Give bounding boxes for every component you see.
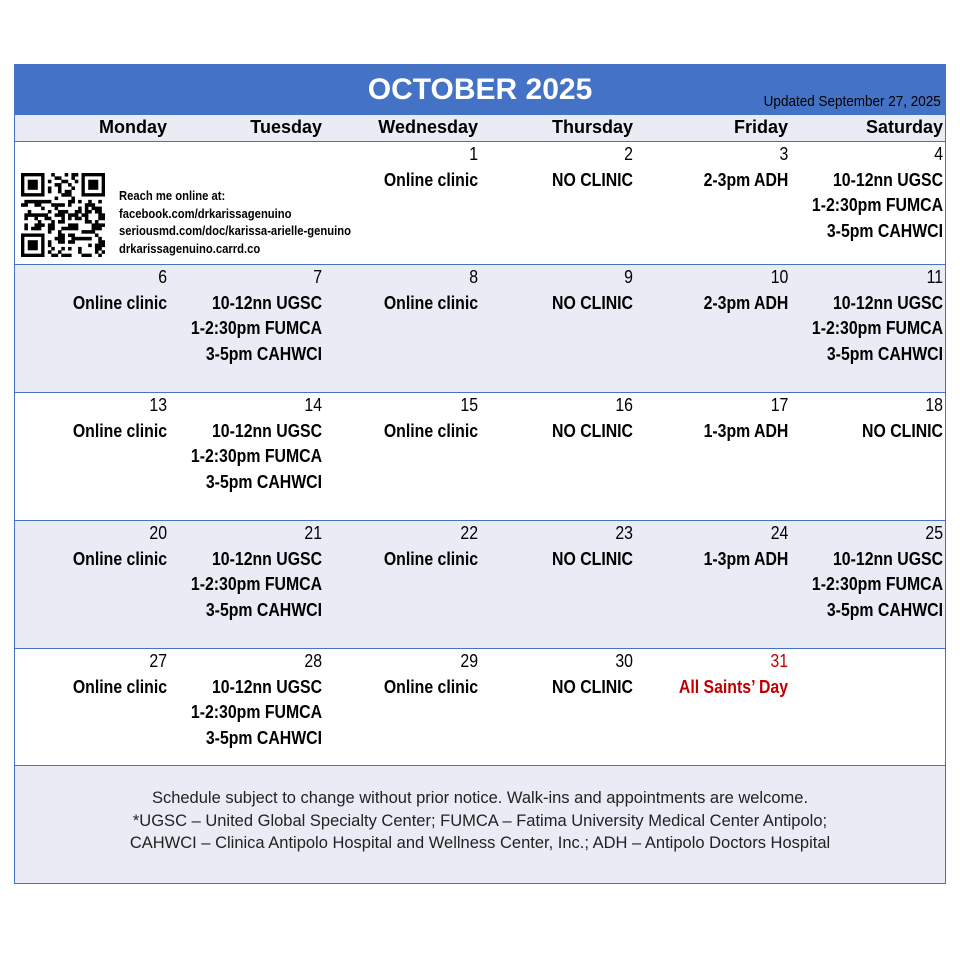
title-bar [15,65,945,115]
day-number: 8 [469,267,478,287]
clinic-schedule: 1-3pm ADH [703,548,788,569]
week-row [15,393,945,521]
week-row [15,142,945,265]
contact-link[interactable]: facebook.com/drkarissagenuino [119,206,292,221]
contact-link[interactable]: seriousmd.com/doc/karissa-arielle-genuino [119,224,351,238]
clinic-schedule: 1-2:30pm FUMCA [811,318,943,338]
day-number: 31 [770,651,788,671]
day-number: 17 [770,395,788,415]
day-number: 30 [615,651,633,671]
day-cell [552,142,633,193]
day-number: 25 [925,523,943,543]
week-row [15,265,945,393]
footer-notes [15,766,945,883]
day-cell [552,393,633,444]
day-cell [73,649,167,700]
day-number: 28 [304,651,322,671]
clinic-schedule: 10-12nn UGSC [211,292,322,313]
day-cell [73,393,167,444]
clinic-schedule: Online clinic [383,676,478,697]
clinic-schedule: Online clinic [72,676,167,697]
day-number: 3 [779,144,788,164]
day-cell [812,142,943,244]
clinic-schedule: 3-5pm CAHWCI [826,343,943,364]
clinic-schedule: 1-2:30pm FUMCA [190,446,322,466]
day-cell [552,649,633,700]
day-cell [73,521,167,572]
clinic-schedule: 10-12nn UGSC [211,676,322,697]
clinic-schedule: 3-5pm CAHWCI [205,599,322,620]
day-number: 6 [158,267,167,287]
day-wednesday: Wednesday [378,117,478,137]
day-number: 15 [460,395,478,415]
clinic-schedule: NO CLINIC [552,548,633,569]
day-cell [552,521,633,572]
clinic-schedule: NO CLINIC [862,420,943,441]
clinic-schedule: NO CLINIC [552,420,633,441]
day-number: 20 [149,523,167,543]
calendar [14,64,946,884]
day-cell [384,142,478,193]
qr-code-icon [21,173,105,257]
clinic-schedule: 2-3pm ADH [703,292,788,313]
day-cell [384,265,478,316]
week-row [15,649,945,766]
day-cell [384,393,478,444]
clinic-schedule: 3-5pm CAHWCI [205,471,322,492]
day-cell [73,265,167,316]
clinic-schedule: 3-5pm CAHWCI [826,220,943,241]
day-cell [191,521,322,623]
day-number: 11 [926,267,943,287]
clinic-schedule: 1-2:30pm FUMCA [190,318,322,338]
clinic-schedule: Online clinic [72,420,167,441]
day-number: 22 [460,523,478,543]
day-tuesday: Tuesday [250,117,322,137]
day-cell [679,649,788,700]
day-number: 14 [304,395,322,415]
day-cell [812,265,943,367]
day-number: 9 [624,267,633,287]
clinic-schedule: 1-2:30pm FUMCA [811,574,943,594]
clinic-schedule: 1-2:30pm FUMCA [190,702,322,722]
day-saturday: Saturday [865,117,943,137]
footer-legend: CAHWCI – Clinica Antipolo Hospital and Wellness Center, Inc.; ADH – Antipolo Doctors Hospital [129,834,831,852]
clinic-schedule: 3-5pm CAHWCI [205,727,322,748]
clinic-schedule: All Saints’ Day [678,676,788,697]
day-number: 29 [460,651,478,671]
clinic-schedule: NO CLINIC [552,676,633,697]
clinic-schedule: NO CLINIC [552,292,633,313]
week-row [15,521,945,649]
day-cell [191,265,322,367]
clinic-schedule: 10-12nn UGSC [832,292,943,313]
day-number: 7 [313,267,322,287]
contact-link[interactable]: drkarissagenuino.carrd.co [119,241,261,256]
clinic-schedule: Online clinic [383,548,478,569]
day-monday: Monday [98,117,167,137]
day-cell [384,521,478,572]
clinic-schedule: 10-12nn UGSC [211,420,322,441]
clinic-schedule: 1-3pm ADH [703,420,788,441]
day-cell [703,142,788,193]
clinic-schedule: 3-5pm CAHWCI [826,599,943,620]
clinic-schedule: Online clinic [383,292,478,313]
clinic-schedule: Online clinic [72,548,167,569]
day-number: 21 [304,523,322,543]
day-cell [191,393,322,495]
clinic-schedule: Online clinic [383,420,478,441]
day-number: 4 [934,144,943,164]
day-cell [384,649,478,700]
updated-date: Updated September 27, 2025 [763,93,941,110]
clinic-schedule: 2-3pm ADH [703,169,788,190]
footer-note: Schedule subject to change without prior notice. Walk-ins and appointments are welcome. [151,789,809,807]
day-cell [703,393,788,444]
day-number: 1 [469,144,478,164]
day-cell [703,265,788,316]
day-friday: Friday [733,117,788,137]
clinic-schedule: Online clinic [383,169,478,190]
day-number: 23 [615,523,633,543]
clinic-schedule: 1-2:30pm FUMCA [811,195,943,215]
clinic-schedule: Online clinic [72,292,167,313]
day-thursday: Thursday [551,117,633,137]
day-number: 27 [149,651,167,671]
clinic-schedule: 1-2:30pm FUMCA [190,574,322,594]
day-number: 24 [770,523,788,543]
day-number: 2 [624,144,633,164]
weekday-header [15,115,945,142]
footer-legend: *UGSC – United Global Specialty Center; FUMCA – Fatima University Medical Center Antipolo; [132,811,828,830]
contact-info [119,188,351,258]
contact-heading: Reach me online at: [119,189,226,203]
month-title: OCTOBER 2025 [367,73,593,106]
day-cell [191,649,322,751]
day-cell [703,521,788,572]
clinic-schedule: NO CLINIC [552,169,633,190]
clinic-schedule: 3-5pm CAHWCI [205,343,322,364]
day-number: 13 [149,395,167,415]
day-number: 16 [615,395,633,415]
clinic-schedule: 10-12nn UGSC [211,548,322,569]
clinic-schedule: 10-12nn UGSC [832,548,943,569]
day-number: 10 [770,267,788,287]
day-cell [552,265,633,316]
day-number: 18 [925,395,943,415]
clinic-schedule: 10-12nn UGSC [832,169,943,190]
day-cell [812,521,943,623]
day-cell [862,393,943,444]
